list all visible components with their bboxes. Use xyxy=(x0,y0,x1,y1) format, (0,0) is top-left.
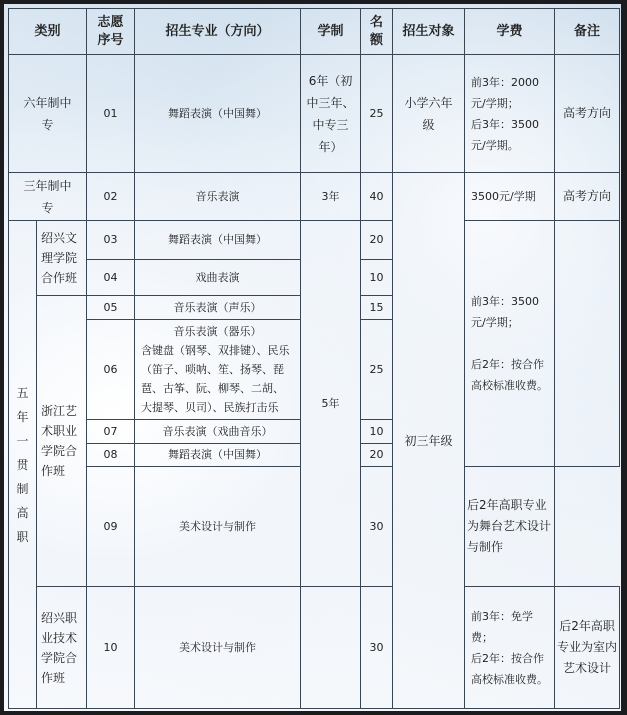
header-major: 招生专业（方向） xyxy=(135,9,301,55)
cell-remark-empty xyxy=(555,221,620,467)
cell-order: 07 xyxy=(87,420,135,444)
table-row xyxy=(9,587,620,709)
cell-order: 09 xyxy=(87,467,135,587)
cell-fee: 前3年：2000元/学期； 后3年：3500元/学期。 xyxy=(465,55,555,173)
table-row xyxy=(9,173,620,221)
enrollment-table xyxy=(8,8,620,709)
cell-major: 美术设计与制作 xyxy=(135,467,301,587)
cell-quota: 15 xyxy=(361,296,393,320)
cell-remark: 高考方向 xyxy=(555,173,620,221)
cell-order: 08 xyxy=(87,444,135,467)
cell-major: 音乐表演（戏曲音乐） xyxy=(135,420,301,444)
cell-major: 音乐表演（声乐） xyxy=(135,296,301,320)
cell-major: 舞蹈表演（中国舞） xyxy=(135,221,301,260)
cell-duration: 6年（初中三年、中专三年） xyxy=(301,55,361,173)
cell-quota: 10 xyxy=(361,420,393,444)
cell-quota: 40 xyxy=(361,173,393,221)
header-row xyxy=(9,9,620,55)
cell-duration-empty xyxy=(301,587,361,709)
table-row xyxy=(9,55,620,173)
document-frame xyxy=(4,4,621,711)
cell-remark: 高考方向 xyxy=(555,55,620,173)
cell-quota: 20 xyxy=(361,221,393,260)
cell-order: 10 xyxy=(87,587,135,709)
cell-major: 音乐表演 xyxy=(135,173,301,221)
cell-duration: 3年 xyxy=(301,173,361,221)
cell-category-six-year: 六年制中专 xyxy=(9,55,87,173)
table-row xyxy=(9,221,620,260)
cell-subgroup-shaoxing-wenli: 绍兴文理学院合作班 xyxy=(37,221,87,296)
cell-subgroup-shaoxing-vocational: 绍兴职业技术学院合作班 xyxy=(37,587,87,709)
cell-quota: 30 xyxy=(361,587,393,709)
header-remark: 备注 xyxy=(555,9,620,55)
cell-order: 01 xyxy=(87,55,135,173)
cell-order: 04 xyxy=(87,260,135,296)
cell-remark-interior-design: 后2年高职专业为室内艺术设计 xyxy=(555,587,620,709)
header-order: 志愿序号 xyxy=(87,9,135,55)
cell-category-three-year: 三年制中专 xyxy=(9,173,87,221)
cell-fee-group-b: 前3年：免学费； 后2年：按合作高校标准收费。 xyxy=(465,587,555,709)
cell-fee-group-a: 前3年：3500元/学期； 后2年：按合作高校标准收费。 xyxy=(465,221,555,467)
cell-quota: 20 xyxy=(361,444,393,467)
cell-order: 05 xyxy=(87,296,135,320)
cell-duration-five-year: 5年 xyxy=(301,221,361,587)
cell-target: 小学六年级 xyxy=(393,55,465,173)
cell-quota: 25 xyxy=(361,320,393,420)
cell-category-five-year: 五年一贯制高职 xyxy=(9,221,37,709)
header-quota: 名额 xyxy=(361,9,393,55)
cell-major: 音乐表演（器乐） 含键盘（钢琴、双排键）、民乐（笛子、唢呐、笙、扬琴、琵琶、古筝、阮、柳琴、二胡、大提琴、贝司）、民族打击乐 xyxy=(135,320,301,420)
header-duration: 学制 xyxy=(301,9,361,55)
cell-target-grade9: 初三年级 xyxy=(393,173,465,709)
cell-major: 美术设计与制作 xyxy=(135,587,301,709)
cell-major: 舞蹈表演（中国舞） xyxy=(135,55,301,173)
cell-quota: 30 xyxy=(361,467,393,587)
cell-fee: 3500元/学期 xyxy=(465,173,555,221)
cell-quota: 10 xyxy=(361,260,393,296)
cell-order: 06 xyxy=(87,320,135,420)
cell-major: 舞蹈表演（中国舞） xyxy=(135,444,301,467)
cell-order: 03 xyxy=(87,221,135,260)
cell-subgroup-zhejiang-art: 浙江艺术职业学院合作班 xyxy=(37,296,87,587)
header-fee: 学费 xyxy=(465,9,555,55)
header-category: 类别 xyxy=(9,9,87,55)
cell-remark-stage-design: 后2年高职专业为舞台艺术设计与制作 xyxy=(465,467,555,587)
cell-quota: 25 xyxy=(361,55,393,173)
cell-major: 戏曲表演 xyxy=(135,260,301,296)
cell-order: 02 xyxy=(87,173,135,221)
header-target: 招生对象 xyxy=(393,9,465,55)
